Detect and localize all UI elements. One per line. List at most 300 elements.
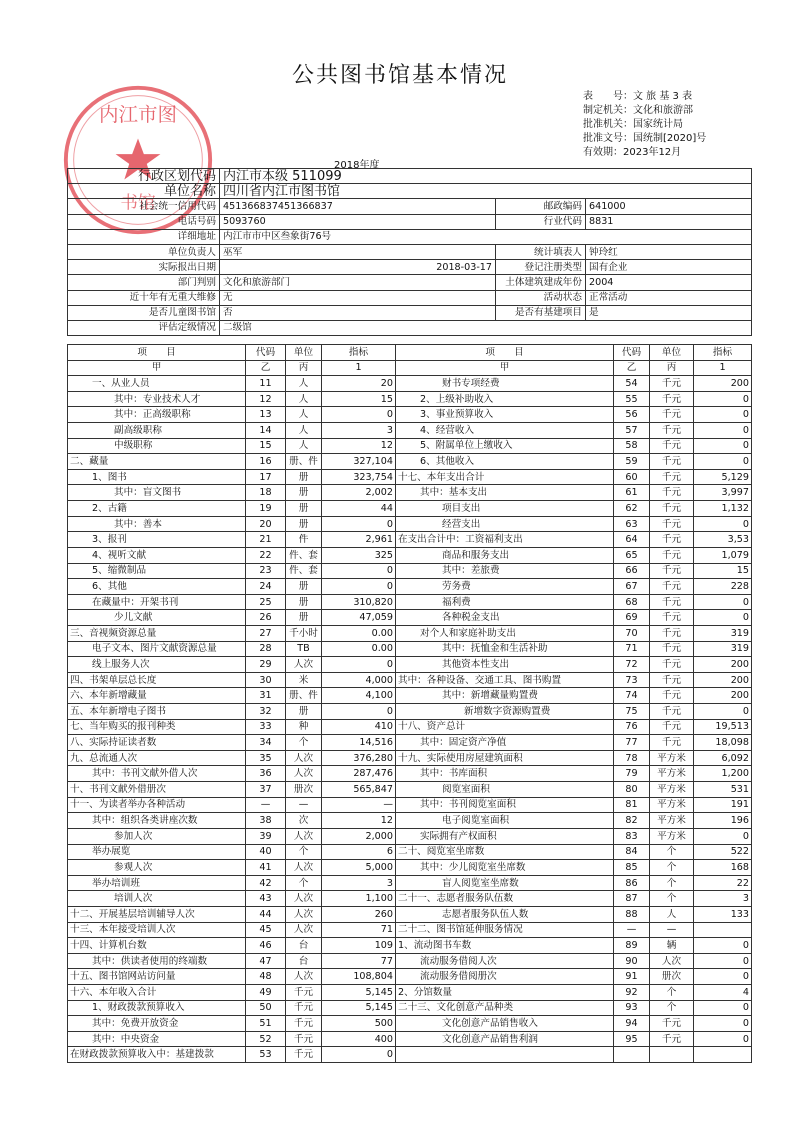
table-row xyxy=(68,1047,752,1063)
row-code: 75 xyxy=(614,704,650,720)
row-code: 12 xyxy=(246,391,286,407)
row-unit: 千元 xyxy=(650,688,694,704)
row-code: 54 xyxy=(614,376,650,392)
row-item: 项目支出 xyxy=(396,501,614,517)
row-code: 81 xyxy=(614,797,650,813)
table-row xyxy=(68,828,752,844)
row-unit: 台 xyxy=(286,953,322,969)
row-code: 17 xyxy=(246,469,286,485)
row-unit: 人 xyxy=(650,906,694,922)
row-value: 0 xyxy=(694,1016,752,1032)
row-item: 4、经营收入 xyxy=(396,423,614,439)
subheader: 丙 xyxy=(650,360,694,376)
row-unit: 册 xyxy=(286,610,322,626)
row-unit: 册次 xyxy=(650,969,694,985)
row-unit: 辆 xyxy=(650,938,694,954)
row-code: 69 xyxy=(614,610,650,626)
table-row xyxy=(68,844,752,860)
table-row xyxy=(68,813,752,829)
address: 内江市市中区叁象街76号 xyxy=(220,229,752,244)
row-code: 66 xyxy=(614,563,650,579)
row-item: 盲人阅览室坐席数 xyxy=(396,875,614,891)
row-unit: 千元 xyxy=(650,1031,694,1047)
row-item: 八、实际持证读者数 xyxy=(68,735,246,751)
row-item: 商品和服务支出 xyxy=(396,547,614,563)
row-item: 阅览室面积 xyxy=(396,782,614,798)
row-value: 3 xyxy=(322,875,396,891)
table-row xyxy=(68,875,752,891)
row-item: 副高级职称 xyxy=(68,423,246,439)
row-code: 37 xyxy=(246,782,286,798)
row-item xyxy=(396,1047,614,1063)
row-item: 其中：抚恤金和生活补助 xyxy=(396,641,614,657)
row-unit: 千元 xyxy=(650,579,694,595)
row-unit: — xyxy=(650,922,694,938)
table-row xyxy=(68,672,752,688)
row-item: 文化创意产品销售利润 xyxy=(396,1031,614,1047)
row-item: 参加人次 xyxy=(68,828,246,844)
built-year: 2004 xyxy=(586,275,752,290)
row-unit: 千元 xyxy=(650,719,694,735)
row-value: 4,100 xyxy=(322,688,396,704)
phone: 5093760 xyxy=(220,214,496,229)
credit-code: 451366837451366837 xyxy=(220,199,496,214)
table-row xyxy=(68,407,752,423)
row-code: 61 xyxy=(614,485,650,501)
row-value: 15 xyxy=(322,391,396,407)
row-unit: 人次 xyxy=(286,828,322,844)
row-item: 二十一、志愿者服务队伍数 xyxy=(396,891,614,907)
row-value: 168 xyxy=(694,860,752,876)
row-value: 4 xyxy=(694,984,752,1000)
row-value: 133 xyxy=(694,906,752,922)
row-value: 0 xyxy=(694,423,752,439)
row-item: 2、古籍 xyxy=(68,501,246,517)
row-unit: 千元 xyxy=(650,625,694,641)
label: 单位负责人 xyxy=(68,244,220,259)
row-code: 89 xyxy=(614,938,650,954)
row-value xyxy=(694,1047,752,1063)
row-item: 3、事业预算收入 xyxy=(396,407,614,423)
row-item: 其中：专业技术人才 xyxy=(68,391,246,407)
table-row xyxy=(68,1031,752,1047)
row-item: 三、音视频资源总量 xyxy=(68,625,246,641)
row-unit: 千元 xyxy=(650,610,694,626)
row-unit: 千元 xyxy=(650,485,694,501)
row-value: 2,961 xyxy=(322,532,396,548)
row-item: 二十二、图书馆延伸服务情况 xyxy=(396,922,614,938)
report-date: 2018-03-17 xyxy=(220,260,496,275)
row-value: 200 xyxy=(694,657,752,673)
subheader: 乙 xyxy=(246,360,286,376)
label: 社会统一信用代码 xyxy=(68,199,220,214)
row-code: 57 xyxy=(614,423,650,439)
row-code: 14 xyxy=(246,423,286,439)
table-row xyxy=(68,485,752,501)
dept: 文化和旅游部门 xyxy=(220,275,496,290)
row-value: 4,000 xyxy=(322,672,396,688)
row-value: 0 xyxy=(694,407,752,423)
row-value: 0 xyxy=(694,391,752,407)
label: 是否有基建项目 xyxy=(496,305,586,320)
row-unit: 台 xyxy=(286,938,322,954)
form-metadata xyxy=(583,90,706,160)
label: 邮政编码 xyxy=(496,199,586,214)
row-unit: 千元 xyxy=(650,547,694,563)
row-unit: TB xyxy=(286,641,322,657)
header-unit: 单位 xyxy=(650,345,694,361)
label: 单位名称 xyxy=(68,184,220,199)
row-item: 四、书架单层总长度 xyxy=(68,672,246,688)
unit-name: 四川省内江市图书馆 xyxy=(220,184,752,199)
row-item: 1、图书 xyxy=(68,469,246,485)
row-code: 31 xyxy=(246,688,286,704)
row-code: 13 xyxy=(246,407,286,423)
row-code: — xyxy=(614,922,650,938)
table-row xyxy=(68,376,752,392)
industry-code: 8831 xyxy=(586,214,752,229)
rating: 二级馆 xyxy=(220,320,752,335)
table-row xyxy=(68,922,752,938)
row-code: 70 xyxy=(614,625,650,641)
table-row xyxy=(68,704,752,720)
row-item: 各种税金支出 xyxy=(396,610,614,626)
row-item: 二、藏量 xyxy=(68,454,246,470)
row-item: 十二、开展基层培训辅导人次 xyxy=(68,906,246,922)
row-item: 其中：书刊阅览室面积 xyxy=(396,797,614,813)
repair: 无 xyxy=(220,290,496,305)
row-code: 72 xyxy=(614,657,650,673)
row-unit: 册、件 xyxy=(286,688,322,704)
row-item: 举办培训班 xyxy=(68,875,246,891)
filler: 钟玲红 xyxy=(586,244,752,259)
row-value: 2,000 xyxy=(322,828,396,844)
row-item: 新增数字资源购置费 xyxy=(396,704,614,720)
row-unit: 个 xyxy=(650,860,694,876)
row-code: 16 xyxy=(246,454,286,470)
row-code: 51 xyxy=(246,1016,286,1032)
row-value: 2,002 xyxy=(322,485,396,501)
row-unit: 千元 xyxy=(286,984,322,1000)
table-row xyxy=(68,953,752,969)
row-unit: 平方米 xyxy=(650,813,694,829)
table-row xyxy=(68,469,752,485)
row-value: 325 xyxy=(322,547,396,563)
meta-line: 表 号：文 旅 基 3 表 xyxy=(583,91,693,102)
children-library: 否 xyxy=(220,305,496,320)
row-code: 84 xyxy=(614,844,650,860)
row-code: 90 xyxy=(614,953,650,969)
label: 评估定级情况 xyxy=(68,320,220,335)
row-unit: 册次 xyxy=(286,782,322,798)
row-unit: — xyxy=(286,797,322,813)
row-unit: 次 xyxy=(286,813,322,829)
status: 正常活动 xyxy=(586,290,752,305)
row-unit: 件、套 xyxy=(286,547,322,563)
row-value: 323,754 xyxy=(322,469,396,485)
row-unit: 册、件 xyxy=(286,454,322,470)
header-item: 项 目 xyxy=(68,345,246,361)
row-item: 十、书刊文献外借册次 xyxy=(68,782,246,798)
row-unit: 千元 xyxy=(286,1047,322,1063)
row-unit: 人次 xyxy=(286,766,322,782)
row-value: 0 xyxy=(322,657,396,673)
header-item: 项 目 xyxy=(396,345,614,361)
row-item: 线上服务人次 xyxy=(68,657,246,673)
row-unit: 千元 xyxy=(650,454,694,470)
row-code: 48 xyxy=(246,969,286,985)
row-code: — xyxy=(246,797,286,813)
row-code: 82 xyxy=(614,813,650,829)
table-row xyxy=(68,719,752,735)
row-code: 21 xyxy=(246,532,286,548)
row-unit: 千元 xyxy=(650,423,694,439)
header-unit: 单位 xyxy=(286,345,322,361)
row-item: 其中：少儿阅览室坐席数 xyxy=(396,860,614,876)
row-value: 0 xyxy=(694,438,752,454)
row-value: 109 xyxy=(322,938,396,954)
row-value: 5,000 xyxy=(322,860,396,876)
row-value: 0 xyxy=(694,594,752,610)
row-item: 十六、本年收入合计 xyxy=(68,984,246,1000)
row-value: 376,280 xyxy=(322,750,396,766)
row-code: 44 xyxy=(246,906,286,922)
row-item: 十一、为读者举办各种活动 xyxy=(68,797,246,813)
row-code: 76 xyxy=(614,719,650,735)
row-unit: 千元 xyxy=(650,704,694,720)
subheader: 1 xyxy=(694,360,752,376)
row-item: 其中：新增藏量购置费 xyxy=(396,688,614,704)
row-value: 500 xyxy=(322,1016,396,1032)
row-code: 30 xyxy=(246,672,286,688)
row-code: 60 xyxy=(614,469,650,485)
subheader: 甲 xyxy=(68,360,246,376)
table-row xyxy=(68,423,752,439)
row-unit: 千元 xyxy=(650,391,694,407)
header-indicator: 指标 xyxy=(322,345,396,361)
row-item: 参观人次 xyxy=(68,860,246,876)
label: 近十年有无重大维修 xyxy=(68,290,220,305)
row-unit: 千元 xyxy=(650,594,694,610)
row-value: 5,145 xyxy=(322,984,396,1000)
row-item: 十九、实际使用房屋建筑面积 xyxy=(396,750,614,766)
row-unit: 平方米 xyxy=(650,797,694,813)
row-value: 0 xyxy=(694,1000,752,1016)
row-item: 其中：固定资产净值 xyxy=(396,735,614,751)
table-row xyxy=(68,1000,752,1016)
row-value: 0 xyxy=(694,704,752,720)
row-unit: 千元 xyxy=(286,1000,322,1016)
row-value: 1,200 xyxy=(694,766,752,782)
row-code: 46 xyxy=(246,938,286,954)
row-item: 6、其他收入 xyxy=(396,454,614,470)
row-code: 22 xyxy=(246,547,286,563)
row-unit xyxy=(650,1047,694,1063)
row-item: 其中：书刊文献外借人次 xyxy=(68,766,246,782)
row-code: 41 xyxy=(246,860,286,876)
row-unit: 册 xyxy=(286,516,322,532)
label: 详细地址 xyxy=(68,229,220,244)
svg-text:书馆: 书馆 xyxy=(120,193,156,214)
row-unit: 个 xyxy=(650,891,694,907)
row-code: 25 xyxy=(246,594,286,610)
row-value: 0 xyxy=(694,938,752,954)
table-row xyxy=(68,782,752,798)
row-code: 33 xyxy=(246,719,286,735)
label: 行业代码 xyxy=(496,214,586,229)
row-value: 327,104 xyxy=(322,454,396,470)
row-unit: 册 xyxy=(286,469,322,485)
row-item: 少儿文献 xyxy=(68,610,246,626)
row-code: 87 xyxy=(614,891,650,907)
row-value: 228 xyxy=(694,579,752,595)
row-value: 47,059 xyxy=(322,610,396,626)
region-code: 内江市本级 511099 xyxy=(220,169,752,184)
table-row xyxy=(68,391,752,407)
row-unit: 平方米 xyxy=(650,750,694,766)
row-code: 39 xyxy=(246,828,286,844)
row-value: 531 xyxy=(694,782,752,798)
row-code: 19 xyxy=(246,501,286,517)
row-value: 77 xyxy=(322,953,396,969)
row-unit: 个 xyxy=(286,844,322,860)
row-item: 3、报刊 xyxy=(68,532,246,548)
table-row xyxy=(68,766,752,782)
row-value: 0.00 xyxy=(322,625,396,641)
row-unit: 千元 xyxy=(650,469,694,485)
row-item: 六、本年新增藏量 xyxy=(68,688,246,704)
header-indicator: 指标 xyxy=(694,345,752,361)
table-row xyxy=(68,563,752,579)
row-unit: 人次 xyxy=(650,953,694,969)
row-code: 86 xyxy=(614,875,650,891)
row-value: 3 xyxy=(322,423,396,439)
label: 土体建筑建成年份 xyxy=(496,275,586,290)
row-value: 6 xyxy=(322,844,396,860)
row-unit: 人次 xyxy=(286,750,322,766)
row-item: 文化创意产品销售收入 xyxy=(396,1016,614,1032)
row-item: 十七、本年支出合计 xyxy=(396,469,614,485)
row-code: 11 xyxy=(246,376,286,392)
row-item: 在支出合计中：工资福利支出 xyxy=(396,532,614,548)
row-value: 12 xyxy=(322,438,396,454)
row-code: 92 xyxy=(614,984,650,1000)
row-value: 3 xyxy=(694,891,752,907)
table-row xyxy=(68,438,752,454)
label: 是否儿童图书馆 xyxy=(68,305,220,320)
row-value: 565,847 xyxy=(322,782,396,798)
row-code: 52 xyxy=(246,1031,286,1047)
row-code: 38 xyxy=(246,813,286,829)
row-value: 310,820 xyxy=(322,594,396,610)
row-item: 实际拥有产权面积 xyxy=(396,828,614,844)
table-row xyxy=(68,750,752,766)
row-code: 93 xyxy=(614,1000,650,1016)
row-value: 0 xyxy=(322,563,396,579)
subheader: 乙 xyxy=(614,360,650,376)
row-item: 对个人和家庭补助支出 xyxy=(396,625,614,641)
row-code: 67 xyxy=(614,579,650,595)
header-code: 代码 xyxy=(246,345,286,361)
row-code: 63 xyxy=(614,516,650,532)
row-code: 85 xyxy=(614,860,650,876)
row-unit: 平方米 xyxy=(650,782,694,798)
table-row xyxy=(68,688,752,704)
row-code: 26 xyxy=(246,610,286,626)
row-unit: 千元 xyxy=(650,532,694,548)
row-code: 58 xyxy=(614,438,650,454)
unit-info-table xyxy=(67,168,752,336)
row-code: 80 xyxy=(614,782,650,798)
row-code: 32 xyxy=(246,704,286,720)
row-item: 九、总流通人次 xyxy=(68,750,246,766)
row-unit: 人次 xyxy=(286,860,322,876)
row-item: 举办展览 xyxy=(68,844,246,860)
table-row xyxy=(68,625,752,641)
row-unit: 人次 xyxy=(286,906,322,922)
row-code: 18 xyxy=(246,485,286,501)
row-value: 0 xyxy=(322,704,396,720)
row-value: 191 xyxy=(694,797,752,813)
row-unit: 人 xyxy=(286,376,322,392)
row-value: 0 xyxy=(694,953,752,969)
construction: 是 xyxy=(586,305,752,320)
row-unit: 千元 xyxy=(650,641,694,657)
row-code: 34 xyxy=(246,735,286,751)
row-value: 19,513 xyxy=(694,719,752,735)
row-item: 劳务费 xyxy=(396,579,614,595)
row-item: 其中：盲文图书 xyxy=(68,485,246,501)
subheader: 丙 xyxy=(286,360,322,376)
row-code: 74 xyxy=(614,688,650,704)
meta-line: 批准文号：国统制[2020]号 xyxy=(583,133,707,144)
row-value: 319 xyxy=(694,625,752,641)
table-row xyxy=(68,657,752,673)
table-row xyxy=(68,860,752,876)
row-value: 1,100 xyxy=(322,891,396,907)
row-code: 73 xyxy=(614,672,650,688)
row-unit: 千元 xyxy=(650,735,694,751)
row-item: 电子阅览室面积 xyxy=(396,813,614,829)
meta-line: 制定机关：文化和旅游部 xyxy=(583,105,693,116)
row-unit: 册 xyxy=(286,485,322,501)
row-item: 2、分馆数量 xyxy=(396,984,614,1000)
row-code: 62 xyxy=(614,501,650,517)
row-unit: 人 xyxy=(286,438,322,454)
row-code: 20 xyxy=(246,516,286,532)
row-item: 二十三、文化创意产品种类 xyxy=(396,1000,614,1016)
row-value: 200 xyxy=(694,672,752,688)
table-row xyxy=(68,516,752,532)
table-row xyxy=(68,969,752,985)
row-value: 319 xyxy=(694,641,752,657)
row-code: 28 xyxy=(246,641,286,657)
row-value: 0 xyxy=(322,407,396,423)
statistics-table xyxy=(67,344,752,1063)
row-item: 志愿者服务队伍人数 xyxy=(396,906,614,922)
row-item: 其中：组织各类讲座次数 xyxy=(68,813,246,829)
row-item: 流动服务借阅人次 xyxy=(396,953,614,969)
row-value: 22 xyxy=(694,875,752,891)
row-item: 电子文本、图片文献资源总量 xyxy=(68,641,246,657)
table-row xyxy=(68,984,752,1000)
row-unit: 个 xyxy=(650,1000,694,1016)
row-value: 14,516 xyxy=(322,735,396,751)
row-unit: 千元 xyxy=(650,501,694,517)
row-unit: 米 xyxy=(286,672,322,688)
row-value: 522 xyxy=(694,844,752,860)
row-item: 二十、阅览室坐席数 xyxy=(396,844,614,860)
